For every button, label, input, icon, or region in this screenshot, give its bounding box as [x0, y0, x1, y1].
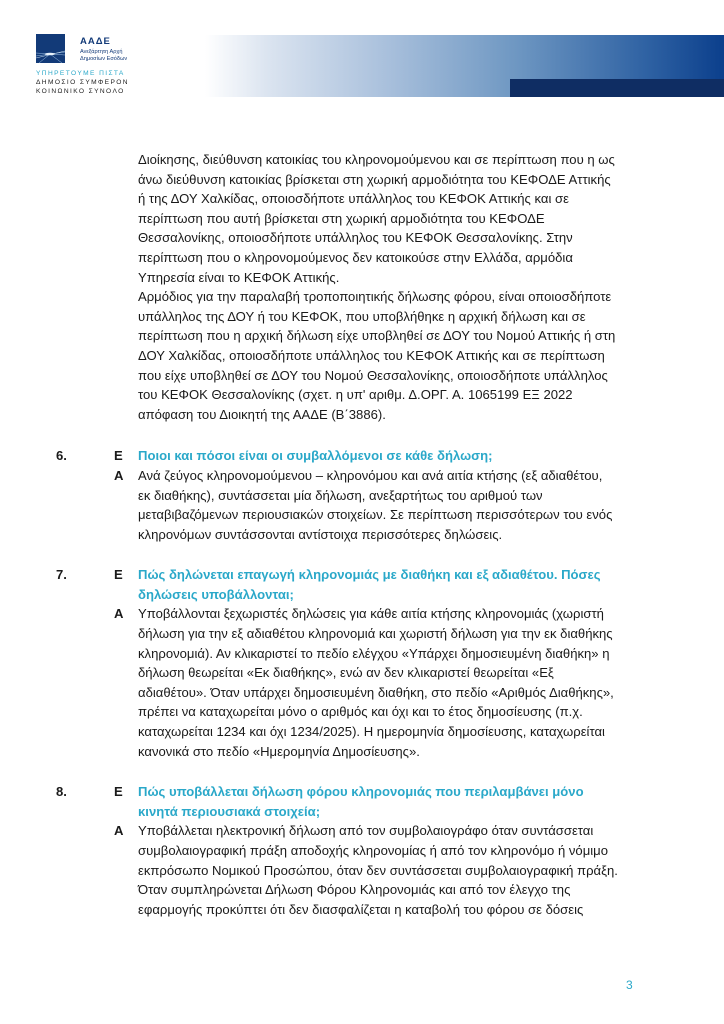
logo-subtitle-2: Δημοσίων Εσόδων — [80, 56, 128, 62]
header-dark-bar — [510, 79, 724, 97]
continuation-text — [138, 150, 618, 424]
answer-text — [138, 604, 618, 761]
answer-text — [138, 821, 618, 919]
qa-item-8 — [56, 782, 656, 919]
qa-item-6 — [56, 446, 656, 544]
question-text: Ποιοι και πόσοι είναι οι συμβαλλόμενοι σε κάθε δήλωση; — [138, 448, 493, 464]
motto-line-1: ΥΠΗΡΕΤΟΥΜΕ ΠΙΣΤΑ — [36, 70, 125, 77]
qa-number: 8. — [56, 784, 67, 800]
answer-marker: Α — [114, 606, 124, 622]
answer-marker: Α — [114, 467, 124, 483]
paragraph: Διοίκησης, διεύθυνση κατοικίας του κληρονομούμενου και σε περίπτωση που η ως άνω διεύθυνση κατοικίας βρίσκεται στη χωρική αρμοδιότητα του ΚΕΦΟΔΕ Αττικής ή της ΔΟΥ Χαλκίδας, οποιοσδήποτε υπάλληλος του ΚΕΦΟΚ Αττικής και σε περίπτωση που αυτή βρίσκεται στη χωρική αρμοδιότητα του ΚΕΦΟΔΕ Θεσσαλονίκης, οποιοσδήποτε υπάλληλος του ΚΕΦΟΚ Θεσσαλονίκης. Στην περίπτωση που ο κληρονομούμενος δεν κατοικούσε στην Ελλάδα, αρμόδια Υπηρεσία είναι το ΚΕΦΟΚ Αττικής. — [138, 152, 615, 285]
question-text: Πώς δηλώνεται επαγωγή κληρονομιάς με διαθήκη και εξ αδιαθέτου. Πόσες δηλώσεις υποβάλλονται; — [138, 567, 601, 602]
logo-title: ΑΑΔΕ — [80, 36, 111, 47]
answer-marker: Α — [114, 823, 124, 839]
document-body — [56, 150, 656, 919]
answer-text — [138, 466, 618, 544]
paragraph: Αρμόδιος για την παραλαβή τροποποιητικής δήλωσης φόρου, είναι οποιοσδήποτε υπάλληλος της ΔΟΥ ή του ΚΕΦΟΚ, που υποβλήθηκε η αρχική δήλωση και σε περίπτωση που η αρχική δήλωση είχε υποβληθεί σε ΔΟΥ του Νομού Αττικής ή στη ΔΟΥ Χαλκίδας, οποιοσδήποτε υπάλληλος του ΚΕΦΟΚ Αττικής και σε περίπτωση που είχε υποβληθεί σε ΔΟΥ του Νομού Θεσσαλονίκης, οποιοσδήποτε υπάλληλος του ΚΕΦΟΚ Θεσσαλονίκης (σχετ. η υπ' αριθμ. Δ.ΟΡΓ. Α. 1065199 ΕΞ 2022 απόφαση του Διοικητή της ΑΑΔΕ (Β΄3886). — [138, 289, 616, 422]
answer-paragraph: Υποβάλλονται ξεχωριστές δηλώσεις για κάθε αιτία κτήσης κληρονομιάς (χωριστή δήλωση για την εξ αδιαθέτου κληρονομιά και χωριστή δήλωση για την εκ διαθήκης κληρονομιά). Αν κλικαριστεί το πεδίο ελέγχου «Υπάρχει δημοσιευμένη διαθήκη» η δήλωση θεωρείται «Εκ διαθήκης», ενώ αν δεν κλικαριστεί θεωρείται «Εξ αδιαθέτου». Όταν υπάρχει δημοσιευμένη διαθήκη, στο πεδίο «Αριθμός Διαθήκης», πρέπει να καταχωρείται μόνο ο αριθμός και όχι και το έτος δημοσίευσης (π.χ. καταχωρείται 1234 και όχι 1234/2025). Η ημερομηνία δημοσίευσης, καταχωρείται κανονικά στο πεδίο «Ημερομηνία Δημοσίευσης». — [138, 606, 614, 759]
qa-number: 6. — [56, 448, 67, 464]
logo-subtitle-1: Ανεξάρτητη Αρχή — [80, 49, 123, 55]
motto-line-3: ΚΟΙΝΩΝΙΚΟ ΣΥΝΟΛΟ — [36, 88, 125, 95]
page-number: 3 — [626, 978, 633, 992]
answer-paragraph: Ανά ζεύγος κληρονομούμενου – κληρονόμου και ανά αιτία κτήσης (εξ αδιαθέτου, εκ διαθήκης), συντάσσεται μία δήλωση, ανεξαρτήτως του αριθμού των μεταβιβαζόμενων περιουσιακών στοιχείων. Σε περίπτωση περισσότερων του ενός κληρονόμων συντάσσονται αντίστοιχα περισσότερες δηλώσεις. — [138, 467, 613, 542]
question-marker: Ε — [114, 448, 123, 464]
qa-number: 7. — [56, 567, 67, 583]
question-marker: Ε — [114, 567, 123, 583]
answer-paragraph: Υποβάλλεται ηλεκτρονική δήλωση από τον συμβολαιογράφο όταν συντάσσεται συμβολαιογραφική πράξη αποδοχής κληρονομίας ή από τον κληρονόμο ή νόμιμο εκπρόσωπο Νομικού Προσώπου, όταν δεν συντάσσεται συμβολαιογραφική πράξη. — [138, 823, 618, 878]
answer-paragraph: Όταν συμπληρώνεται Δήλωση Φόρου Κληρονομιάς και από τον έλεγχο της εφαρμογής προκύπτει ότι δεν διασφαλίζεται η καταβολή του φόρου σε δόσεις — [138, 882, 584, 917]
qa-item-7 — [56, 565, 656, 761]
question-text: Πώς υποβάλλεται δήλωση φόρου κληρονομιάς που περιλαμβάνει μόνο κινητά περιουσιακά στοιχεία; — [138, 784, 584, 819]
aade-emblem-icon — [36, 34, 65, 63]
motto-line-2: ΔΗΜΟΣΙΟ ΣΥΜΦΕΡΟΝ — [36, 79, 129, 86]
question-marker: Ε — [114, 784, 123, 800]
